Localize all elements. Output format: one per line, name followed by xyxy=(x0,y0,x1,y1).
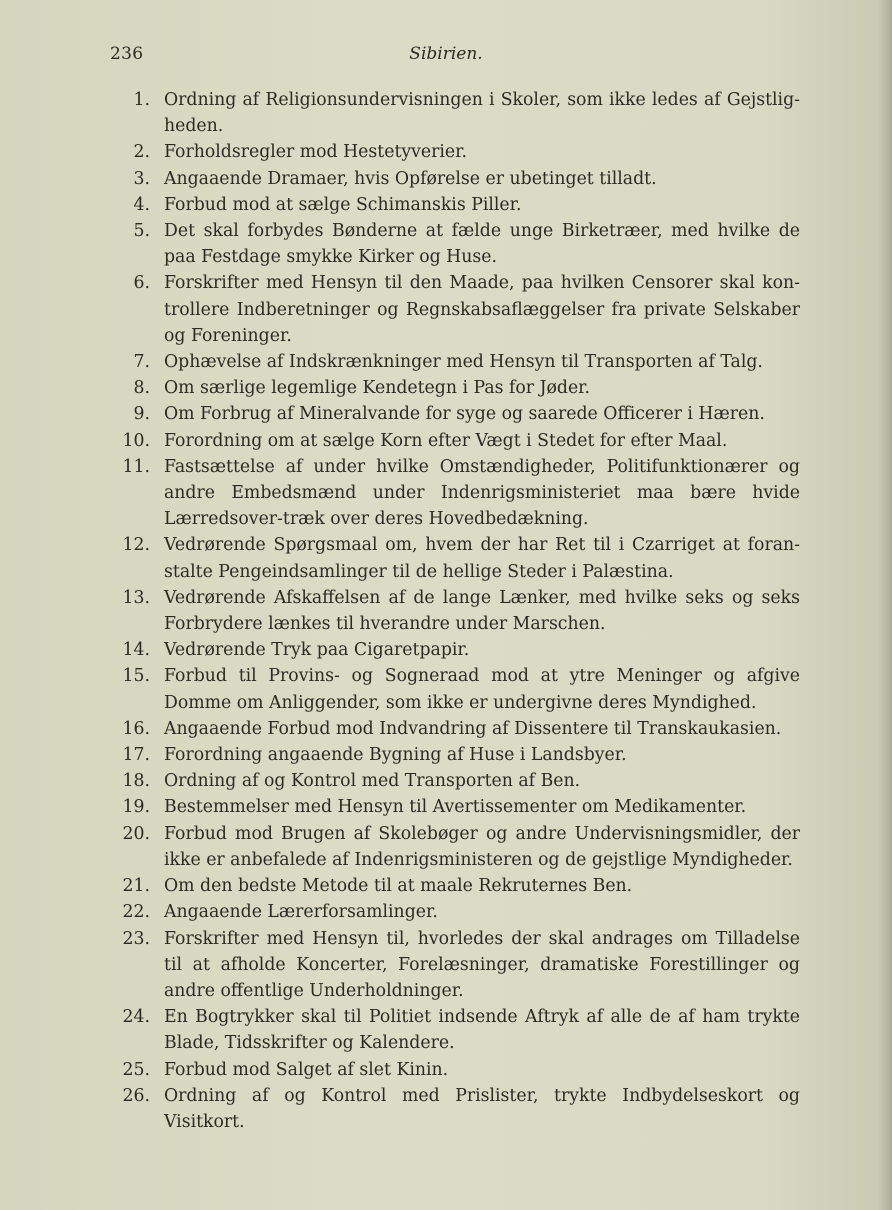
item-number-label: 21. xyxy=(122,876,150,897)
item-text: Angaaende Forbud mod Indvandring af Dissentere til Transkaukasien. xyxy=(164,718,782,739)
item-number xyxy=(100,349,150,375)
item-number xyxy=(100,821,150,873)
item-text: Om særlige legemlige Kendetegn i Pas for Jøder. xyxy=(164,378,591,399)
item-gap xyxy=(150,454,164,533)
list-item xyxy=(100,375,800,401)
item-text: Vedrørende Afskaffelsen af de lange Lænker, med hvilke seks og seks Forbrydere lænkes til hverandre under Marschen. xyxy=(164,587,800,635)
item-gap xyxy=(150,401,164,427)
list-item xyxy=(100,742,800,768)
item-number-label: 25. xyxy=(122,1059,150,1080)
item-text: Forordning angaaende Bygning af Huse i Landsbyer. xyxy=(164,745,627,766)
item-text: Om Forbrug af Mineralvande for syge og saarede Officerer i Hæren. xyxy=(164,404,765,425)
page-number: 236 xyxy=(110,44,144,64)
item-gap xyxy=(150,87,164,139)
list-item xyxy=(100,663,800,715)
item-gap xyxy=(150,926,164,1005)
item-gap xyxy=(150,1083,164,1135)
item-text: Forskrifter med Hensyn til den Maade, paa hvilken Censorer skal kon-trollere Indberetninger og Regnskabsaflæggelser fra private Selskaber og Foreninger. xyxy=(164,273,800,346)
item-number-label: 2. xyxy=(133,142,150,163)
item-text: Ordning af og Kontrol med Prislister, trykte Indbydelseskort og Visitkort. xyxy=(164,1085,800,1132)
item-gap xyxy=(150,192,164,218)
item-gap xyxy=(150,1057,164,1083)
item-number-label: 4. xyxy=(133,194,150,215)
item-text: Angaaende Lærerforsamlinger. xyxy=(164,902,438,923)
item-number xyxy=(100,663,150,715)
item-gap xyxy=(150,139,164,165)
item-number-label: 7. xyxy=(133,352,150,373)
item-gap xyxy=(150,270,164,349)
item-number-label: 6. xyxy=(133,273,150,294)
item-number-label: 14. xyxy=(122,640,150,661)
item-number-label: 5. xyxy=(133,221,150,242)
item-gap xyxy=(150,716,164,742)
item-gap xyxy=(150,768,164,794)
item-gap xyxy=(150,637,164,663)
item-number-label: 26. xyxy=(122,1085,150,1106)
list-item xyxy=(100,454,800,533)
list-item xyxy=(100,139,800,165)
list-item xyxy=(100,1004,800,1056)
item-number xyxy=(100,794,150,820)
list-item xyxy=(100,532,800,584)
list-item xyxy=(100,716,800,742)
item-number xyxy=(100,218,150,270)
item-number-label: 3. xyxy=(133,168,150,189)
item-number xyxy=(100,899,150,925)
item-number-label: 11. xyxy=(122,456,150,477)
item-number-label: 22. xyxy=(122,902,150,923)
item-text: Ordning af og Kontrol med Transporten af Ben. xyxy=(164,771,581,792)
item-text: Vedrørende Spørgsmaal om, hvem der har Ret til i Czarriget at foran-stalte Pengeindsamlinger til de hellige Steder i Palæstina. xyxy=(164,535,800,582)
item-gap xyxy=(150,821,164,873)
list-item xyxy=(100,926,800,1005)
item-number-label: 10. xyxy=(122,430,150,451)
item-gap xyxy=(150,1004,164,1056)
item-number-label: 17. xyxy=(122,745,150,766)
item-number-label: 15. xyxy=(122,666,150,687)
item-number xyxy=(100,873,150,899)
item-number-label: 8. xyxy=(133,378,150,399)
list-item xyxy=(100,1083,800,1135)
item-text: Fastsættelse af under hvilke Omstændigheder, Politifunktionærer og andre Embedsmænd under Indenrigsministeriet maa bære hvide Lærredsover-træk over deres Hovedbedækning. xyxy=(164,456,800,530)
list-item xyxy=(100,192,800,218)
item-number-label: 19. xyxy=(122,797,150,818)
item-number xyxy=(100,192,150,218)
item-text: Det skal forbydes Bønderne at fælde unge Birketræer, med hvilke de paa Festdage smykke Kirker og Huse. xyxy=(164,221,800,268)
item-number xyxy=(100,428,150,454)
list-item xyxy=(100,428,800,454)
list-item xyxy=(100,349,800,375)
item-text: Forordning om at sælge Korn efter Vægt i Stedet for efter Maal. xyxy=(164,430,728,451)
page-edge-shadow xyxy=(878,0,892,1210)
item-gap xyxy=(150,349,164,375)
item-number xyxy=(100,1083,150,1135)
item-number-label: 23. xyxy=(122,928,150,949)
item-number xyxy=(100,375,150,401)
list-item xyxy=(100,821,800,873)
item-text: Ordning af Religionsundervisningen i Skoler, som ikke ledes af Gejstlig-heden. xyxy=(164,90,800,137)
item-number xyxy=(100,532,150,584)
list-item xyxy=(100,166,800,192)
item-number-label: 18. xyxy=(122,771,150,792)
item-text: Forbud mod Brugen af Skolebøger og andre Undervisningsmidler, der ikke er anbefalede af Indenrigsministeren og de gejstlige Myndigheder. xyxy=(164,823,800,870)
item-text: Forholdsregler mod Hestetyverier. xyxy=(164,142,468,163)
item-gap xyxy=(150,532,164,584)
item-text: Forskrifter med Hensyn til, hvorledes der skal andrages om Tilladelse til at afholde Koncerter, Forelæsninger, dramatiske Forestillinger og andre offentlige Underholdninger. xyxy=(164,928,800,1001)
list-item xyxy=(100,794,800,820)
item-text: Forbud mod Salget af slet Kinin. xyxy=(164,1059,449,1080)
item-number xyxy=(100,926,150,1005)
item-gap xyxy=(150,585,164,637)
item-gap xyxy=(150,663,164,715)
item-gap xyxy=(150,899,164,925)
numbered-list xyxy=(100,87,800,1135)
item-text: Om den bedste Metode til at maale Rekruternes Ben. xyxy=(164,876,633,897)
item-number xyxy=(100,1004,150,1056)
item-text: Angaaende Dramaer, hvis Opførelse er ubetinget tilladt. xyxy=(164,168,657,189)
item-text: En Bogtrykker skal til Politiet indsende Aftryk af alle de af ham trykte Blade, Tidsskrifter og Kalendere. xyxy=(164,1007,800,1054)
item-number xyxy=(100,166,150,192)
item-text: Bestemmelser med Hensyn til Avertissementer om Medikamenter. xyxy=(164,797,747,818)
item-gap xyxy=(150,166,164,192)
item-number-label: 12. xyxy=(122,535,150,556)
item-text: Ophævelse af Indskrænkninger med Hensyn til Transporten af Talg. xyxy=(164,352,763,373)
item-number-label: 16. xyxy=(122,718,150,739)
list-item xyxy=(100,637,800,663)
item-number xyxy=(100,768,150,794)
item-gap xyxy=(150,873,164,899)
item-number xyxy=(100,139,150,165)
list-item xyxy=(100,270,800,349)
item-number xyxy=(100,1057,150,1083)
page-header xyxy=(0,44,892,72)
item-number xyxy=(100,454,150,533)
item-number-label: 24. xyxy=(122,1007,150,1028)
item-number xyxy=(100,637,150,663)
list-item xyxy=(100,87,800,139)
item-gap xyxy=(150,218,164,270)
list-item xyxy=(100,768,800,794)
item-number-label: 20. xyxy=(122,823,150,844)
item-number xyxy=(100,716,150,742)
running-title: Sibirien. xyxy=(409,44,483,64)
item-gap xyxy=(150,428,164,454)
list-item xyxy=(100,899,800,925)
item-number xyxy=(100,585,150,637)
item-gap xyxy=(150,375,164,401)
item-number-label: 13. xyxy=(122,587,150,608)
item-number xyxy=(100,270,150,349)
item-text: Forbud mod at sælge Schimanskis Piller. xyxy=(164,194,522,215)
list-item xyxy=(100,585,800,637)
item-number xyxy=(100,87,150,139)
list-item xyxy=(100,873,800,899)
item-gap xyxy=(150,742,164,768)
item-text: Vedrørende Tryk paa Cigaretpapir. xyxy=(164,640,470,661)
list-item xyxy=(100,218,800,270)
item-number xyxy=(100,401,150,427)
item-number xyxy=(100,742,150,768)
item-number-label: 9. xyxy=(133,404,150,425)
list-item xyxy=(100,401,800,427)
item-number-label: 1. xyxy=(133,90,150,110)
list-item xyxy=(100,1057,800,1083)
item-gap xyxy=(150,794,164,820)
item-text: Forbud til Provins- og Sogneraad mod at ytre Meninger og afgive Domme om Anliggender, som ikke er undergivne deres Myndighed. xyxy=(164,666,800,713)
